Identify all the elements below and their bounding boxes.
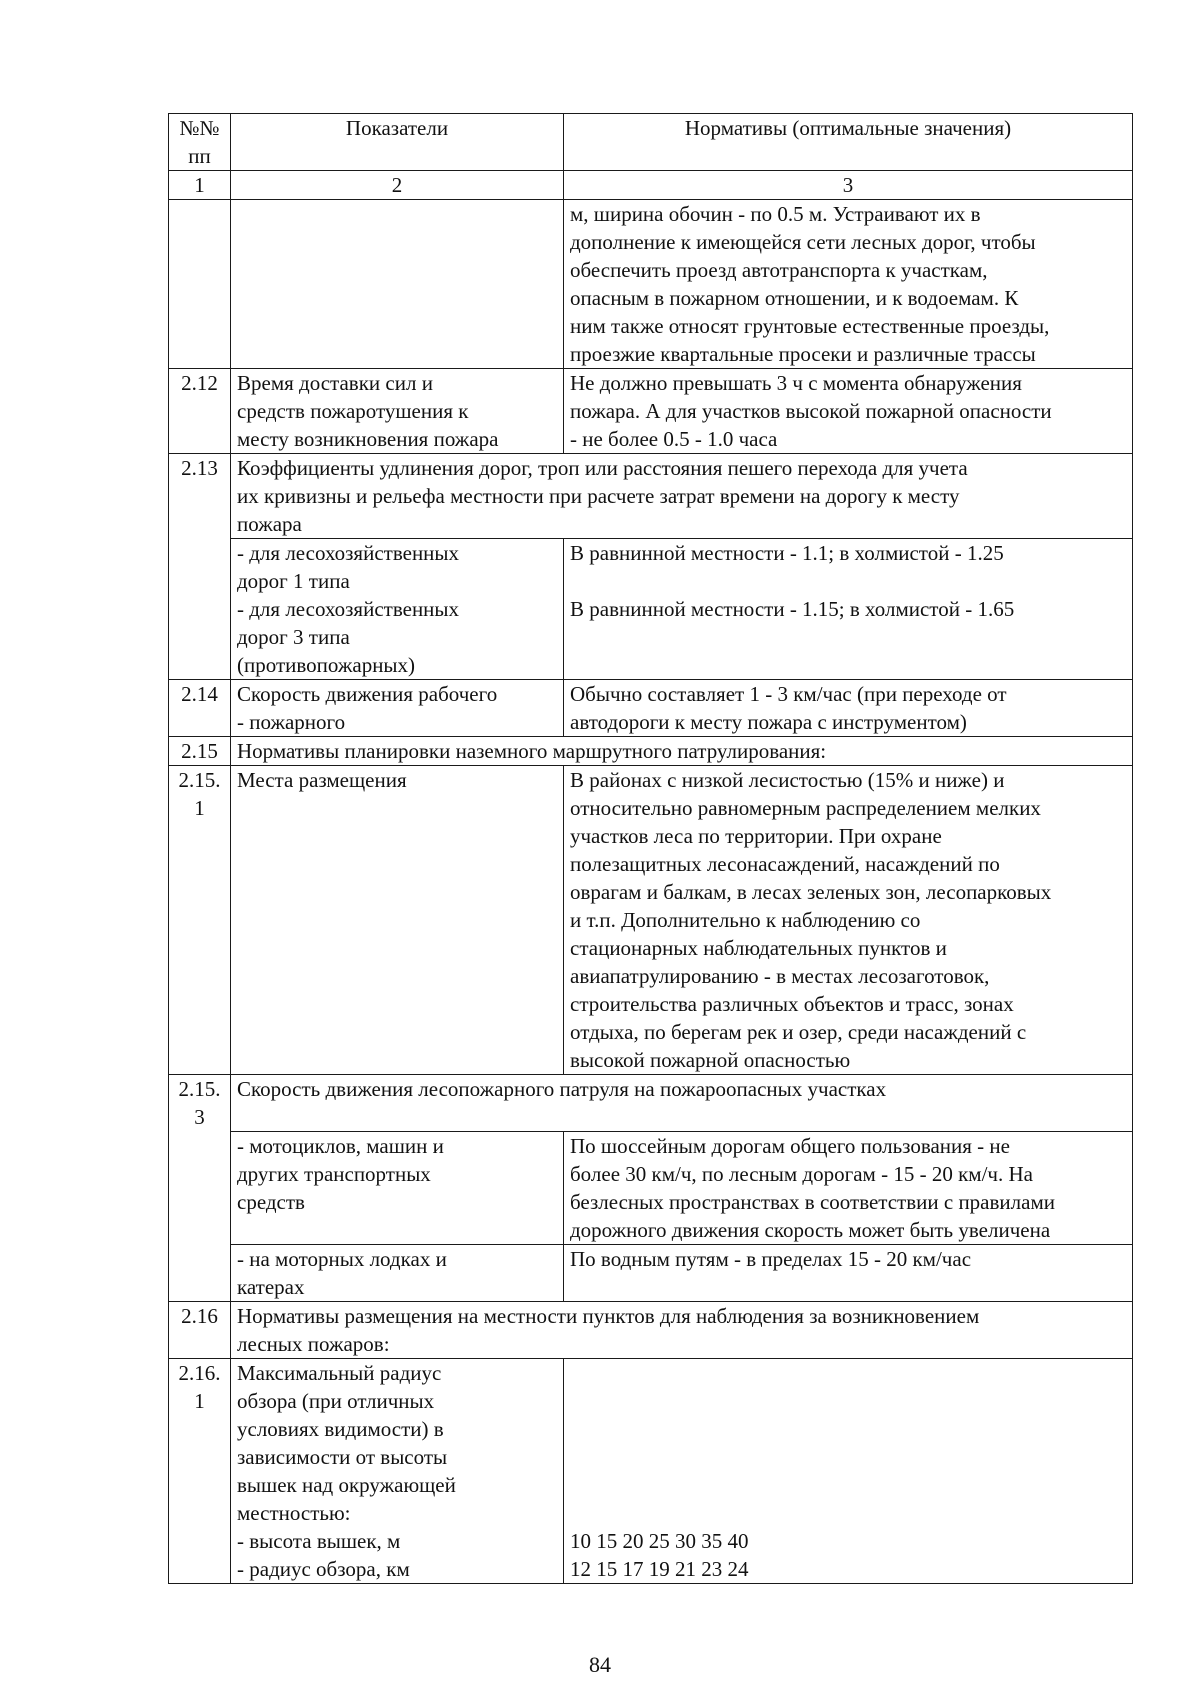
norm-line: авиапатрулированию - в местах лесозаготовок, — [570, 964, 990, 988]
indicator-line: дорог 1 типа — [237, 569, 350, 593]
row-number-cell — [169, 200, 231, 369]
norm-line: отдыха, по берегам рек и озер, среди насаждений с — [570, 1020, 1027, 1044]
indicator-line: условиях видимости) в — [237, 1417, 444, 1441]
norm-line: опасным в пожарном отношении, и к водоемам. К — [570, 286, 1019, 310]
page-number: 84 — [589, 1652, 611, 1677]
view-radii-values: 12 15 17 19 21 23 24 — [570, 1557, 749, 1581]
norm-line: относительно равномерным распределением мелких — [570, 796, 1041, 820]
row-number-line: 1 — [194, 796, 205, 820]
norm-cell — [564, 539, 1133, 680]
row-number-cell: 2.15 — [169, 737, 231, 766]
norm-spacer — [570, 1443, 1126, 1471]
table-row — [169, 680, 1133, 737]
norm-cell — [564, 766, 1133, 1075]
indicator-cell — [231, 680, 564, 737]
indicator-line: - для лесохозяйственных — [237, 541, 460, 565]
row-number-line: 2.15. — [178, 1077, 221, 1101]
indicator-line: вышек над окружающей — [237, 1473, 456, 1497]
table-row — [169, 1245, 1133, 1302]
indicator-cell — [231, 1245, 564, 1302]
norm-line: ним также относят грунтовые естественные проезды, — [570, 314, 1050, 338]
norm-cell — [564, 1132, 1133, 1245]
indicator-cell — [231, 369, 564, 454]
section-heading-cell: Нормативы планировки наземного маршрутного патрулирования: — [231, 737, 1133, 766]
indicator-cell — [231, 539, 564, 680]
section-heading-line: их кривизны и рельефа местности при расчете затрат времени на дорогу к месту — [237, 484, 960, 508]
indicator-line: - радиус обзора, км — [237, 1557, 410, 1581]
norm-line: проезжие квартальные просеки и различные трассы — [570, 342, 1036, 366]
norm-line: обеспечить проезд автотранспорта к участкам, — [570, 258, 988, 282]
indicator-line: местностью: — [237, 1501, 351, 1525]
norm-line: более 30 км/ч, по лесным дорогам - 15 - 20 км/ч. На — [570, 1162, 1033, 1186]
table-row — [169, 454, 1133, 539]
norm-line: безлесных пространствах в соответствии с правилами — [570, 1190, 1055, 1214]
row-number-line: 2.15. — [178, 768, 221, 792]
header-number-label: №№ — [179, 116, 220, 140]
table-row — [169, 1359, 1133, 1584]
norm-line: оврагам и балкам, в лесах зеленых зон, лесопарковых — [570, 880, 1052, 904]
row-number-cell: 2.12 — [169, 369, 231, 454]
norm-cell — [564, 369, 1133, 454]
table-row — [169, 766, 1133, 1075]
header-norms-cell: Нормативы (оптимальные значения) — [564, 114, 1133, 171]
section-heading-cell — [231, 454, 1133, 539]
indicator-line: зависимости от высоты — [237, 1445, 448, 1469]
indicator-line: дорог 3 типа — [237, 625, 350, 649]
indicator-line: (противопожарных) — [237, 653, 416, 677]
norm-line: В районах с низкой лесистостью (15% и ниже) и — [570, 768, 1005, 792]
norm-line: и т.п. Дополнительно к наблюдению со — [570, 908, 921, 932]
norm-line: - не более 0.5 - 1.0 часа — [570, 427, 778, 451]
norm-cell: По водным путям - в пределах 15 - 20 км/час — [564, 1245, 1133, 1302]
norm-line: полезащитных лесонасаждений, насаждений по — [570, 852, 1000, 876]
indicator-line: других транспортных — [237, 1162, 431, 1186]
norm-cell — [564, 1359, 1133, 1584]
table-row — [169, 539, 1133, 680]
norm-line: строительства различных объектов и трасс, зонах — [570, 992, 1014, 1016]
indicator-line: Время доставки сил и — [237, 371, 433, 395]
indicator-line: Максимальный радиус — [237, 1361, 442, 1385]
section-heading-cell — [231, 1302, 1133, 1359]
norm-cell — [564, 200, 1133, 369]
tower-heights-values: 10 15 20 25 30 35 40 — [570, 1529, 749, 1553]
indicator-line: катерах — [237, 1275, 305, 1299]
table-row — [169, 1132, 1133, 1245]
norm-line: пожара. А для участков высокой пожарной опасности — [570, 399, 1052, 423]
norm-line: м, ширина обочин - по 0.5 м. Устраивают их в — [570, 202, 981, 226]
column-number-1: 1 — [169, 171, 231, 200]
table-row — [169, 1075, 1133, 1132]
row-number-line: 3 — [194, 1105, 205, 1129]
column-numbers-row — [169, 171, 1133, 200]
norm-spacer — [570, 567, 1126, 595]
column-number-3: 3 — [564, 171, 1133, 200]
norm-line: По шоссейным дорогам общего пользования - не — [570, 1134, 1010, 1158]
indicator-line: месту возникновения пожара — [237, 427, 499, 451]
indicator-line: - высота вышек, м — [237, 1529, 401, 1553]
row-number-cell: 2.16 — [169, 1302, 231, 1359]
indicator-line: - пожарного — [237, 710, 346, 734]
section-heading-line: лесных пожаров: — [237, 1332, 390, 1356]
indicator-line: - на моторных лодках и — [237, 1247, 447, 1271]
row-number-line: 1 — [194, 1389, 205, 1413]
section-heading-line: пожара — [237, 512, 302, 536]
table-row — [169, 369, 1133, 454]
header-indicators-cell: Показатели — [231, 114, 564, 171]
indicator-line: - для лесохозяйственных — [237, 597, 460, 621]
column-number-2: 2 — [231, 171, 564, 200]
row-number-cell — [169, 766, 231, 1075]
norm-spacer — [570, 1471, 1126, 1499]
norm-line: Не должно превышать 3 ч с момента обнаружения — [570, 371, 1022, 395]
indicator-line: - мотоциклов, машин и — [237, 1134, 444, 1158]
norm-line: стационарных наблюдательных пунктов и — [570, 936, 947, 960]
norm-line: В равнинной местности - 1.1; в холмистой - 1.25 — [570, 541, 1004, 565]
indicator-line: средств пожаротушения к — [237, 399, 469, 423]
table-row — [169, 200, 1133, 369]
table-row — [169, 737, 1133, 766]
table-header-row — [169, 114, 1133, 171]
indicator-line: средств — [237, 1190, 305, 1214]
indicator-cell — [231, 200, 564, 369]
norm-line: дорожного движения скорость может быть увеличена — [570, 1218, 1051, 1242]
table-row — [169, 1302, 1133, 1359]
norm-line: дополнение к имеющейся сети лесных дорог, чтобы — [570, 230, 1036, 254]
norm-line: Обычно составляет 1 - 3 км/час (при переходе от — [570, 682, 1007, 706]
indicator-line: Скорость движения рабочего — [237, 682, 498, 706]
header-number-cell — [169, 114, 231, 171]
norm-spacer — [570, 1387, 1126, 1415]
indicator-cell — [231, 1359, 564, 1584]
section-heading-line: Коэффициенты удлинения дорог, троп или расстояния пешего перехода для учета — [237, 456, 968, 480]
section-heading-cell: Скорость движения лесопожарного патруля на пожароопасных участках — [231, 1075, 1133, 1132]
norm-line: В равнинной местности - 1.15; в холмистой - 1.65 — [570, 597, 1015, 621]
norms-table — [168, 113, 1133, 1584]
row-number-line: 2.16. — [178, 1361, 221, 1385]
norm-cell — [564, 680, 1133, 737]
header-number-label-sub: пп — [188, 144, 211, 168]
norm-line: высокой пожарной опасностью — [570, 1048, 851, 1072]
indicator-line: обзора (при отличных — [237, 1389, 435, 1413]
norm-spacer — [570, 1499, 1126, 1527]
norm-line: автодороги к месту пожара с инструментом) — [570, 710, 967, 734]
row-number-cell: 2.13 — [169, 454, 231, 680]
row-number-cell: 2.14 — [169, 680, 231, 737]
row-number-cell — [169, 1359, 231, 1584]
norm-spacer — [570, 1415, 1126, 1443]
section-heading-line: Нормативы размещения на местности пунктов для наблюдения за возникновением — [237, 1304, 980, 1328]
norm-spacer — [570, 1359, 1126, 1387]
indicator-cell: Места размещения — [231, 766, 564, 1075]
norm-line: участков леса по территории. При охране — [570, 824, 942, 848]
indicator-cell — [231, 1132, 564, 1245]
row-number-cell — [169, 1075, 231, 1302]
